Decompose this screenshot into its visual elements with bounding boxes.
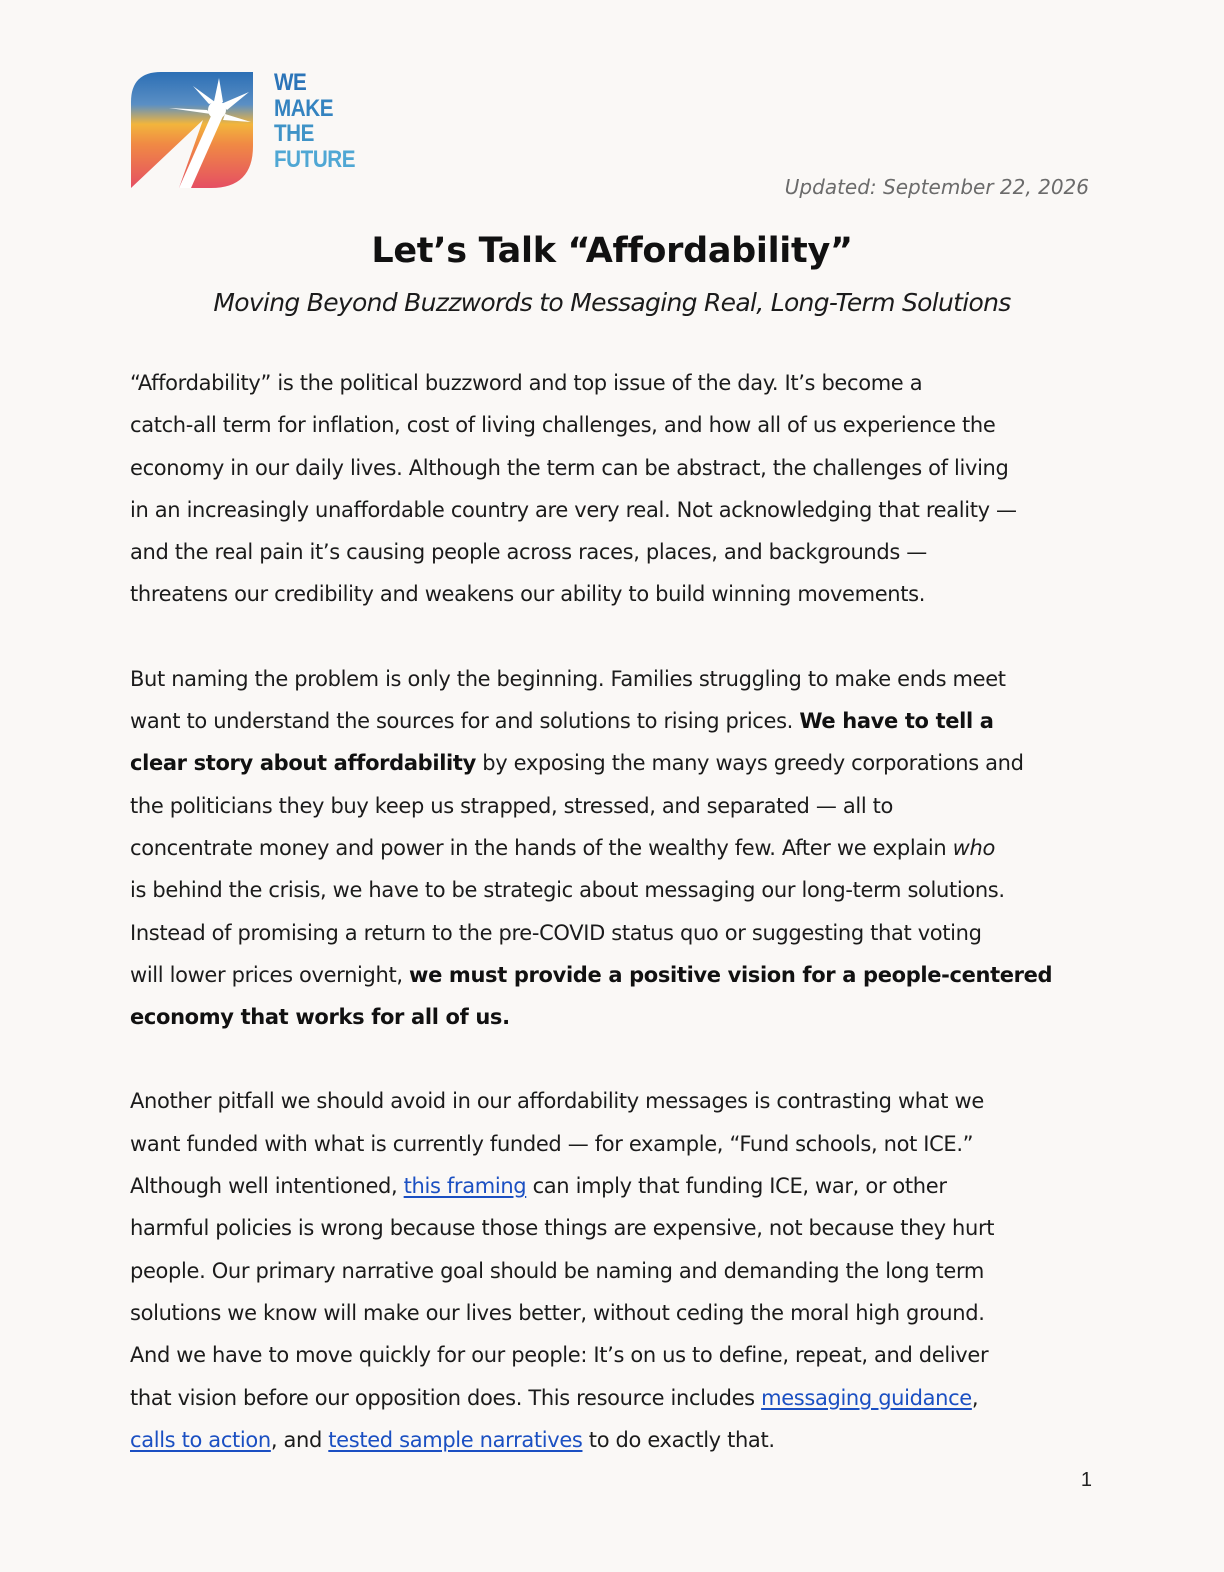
bold-text: economy that works for all of us. bbox=[130, 1005, 510, 1030]
text-line: Instead of promising a return to the pre-COVID status quo or suggesting that voting bbox=[130, 920, 982, 945]
logo-line-the: THE bbox=[274, 120, 314, 147]
text-line: “Affordability” is the political buzzword and top issue of the day. It’s become a bbox=[130, 371, 923, 395]
italic-text: who bbox=[952, 835, 995, 860]
paragraph-2 bbox=[130, 658, 1095, 1039]
paragraph-3 bbox=[130, 1080, 1095, 1461]
text-span: by exposing the many ways greedy corporations and bbox=[475, 751, 1024, 776]
text-span: can imply that funding ICE, war, or other bbox=[526, 1174, 947, 1199]
tested-sample-narratives-link[interactable]: tested sample narratives bbox=[328, 1427, 583, 1452]
text-line: But naming the problem is only the beginning. Families struggling to make ends meet bbox=[130, 666, 1006, 691]
logo-line-future: FUTURE bbox=[274, 145, 356, 173]
paragraph-1 bbox=[130, 362, 1095, 616]
text-span: want to understand the sources for and solutions to rising prices. bbox=[130, 709, 800, 734]
text-line bbox=[130, 700, 1095, 742]
text-line: and the real pain it’s causing people across races, places, and backgrounds — bbox=[130, 540, 927, 565]
updated-date: Updated: September 22, 2026 bbox=[784, 175, 1089, 199]
logo-line-make: MAKE bbox=[274, 94, 334, 122]
document-body bbox=[130, 362, 1095, 1461]
text-line bbox=[130, 1377, 1095, 1419]
logo-wordmark bbox=[274, 70, 355, 172]
we-make-the-future-logo bbox=[131, 70, 371, 190]
text-span: Although well intentioned, bbox=[130, 1174, 404, 1199]
text-line bbox=[130, 827, 1095, 869]
text-line bbox=[130, 1419, 1095, 1461]
text-line: in an increasingly unaffordable country are very real. Not acknowledging that reality — bbox=[130, 497, 1017, 522]
text-span: concentrate money and power in the hands of the wealthy few. After we explain bbox=[130, 835, 953, 860]
bold-text: we must provide a positive vision for a people-centered bbox=[409, 962, 1053, 987]
page-subtitle: Moving Beyond Buzzwords to Messaging Real, Long-Term Solutions bbox=[213, 288, 1011, 317]
text-line: is behind the crisis, we have to be strategic about messaging our long-term solutions. bbox=[130, 878, 1005, 903]
this-framing-link[interactable]: this framing bbox=[403, 1174, 527, 1199]
text-line: threatens our credibility and weakens our ability to build winning movements. bbox=[130, 582, 926, 607]
text-line: harmful policies is wrong because those things are expensive, not because they hurt bbox=[130, 1216, 995, 1241]
text-span: will lower prices overnight, bbox=[130, 962, 410, 987]
text-span: to do exactly that. bbox=[582, 1427, 775, 1452]
text-line bbox=[130, 742, 1095, 784]
text-line: the politicians they buy keep us strapped, stressed, and separated — all to bbox=[130, 793, 894, 818]
text-span: , and bbox=[270, 1427, 329, 1452]
text-line bbox=[130, 954, 1095, 996]
bold-text: We have to tell a bbox=[799, 709, 994, 734]
text-span: that vision before our opposition does. This resource includes bbox=[130, 1385, 762, 1410]
text-line: want funded with what is currently funded — for example, “Fund schools, not ICE.” bbox=[130, 1131, 974, 1156]
text-line bbox=[130, 1165, 1095, 1207]
messaging-guidance-link[interactable]: messaging guidance bbox=[761, 1385, 972, 1410]
logo-line-we: WE bbox=[274, 69, 307, 96]
page-number: 1 bbox=[1080, 1469, 1092, 1491]
text-line bbox=[130, 996, 1095, 1038]
page-title: Let’s Talk “Affordability” bbox=[371, 231, 853, 271]
text-line: economy in our daily lives. Although the term can be abstract, the challenges of living bbox=[130, 455, 1009, 480]
text-span: , bbox=[971, 1385, 979, 1410]
starburst-leaf-icon bbox=[131, 72, 253, 188]
text-line: Another pitfall we should avoid in our affordability messages is contrasting what we bbox=[130, 1089, 984, 1114]
bold-text: clear story about affordability bbox=[130, 751, 476, 776]
calls-to-action-link[interactable]: calls to action bbox=[130, 1427, 271, 1452]
text-line: And we have to move quickly for our people: It’s on us to define, repeat, and deliver bbox=[130, 1343, 989, 1368]
text-line: people. Our primary narrative goal should be naming and demanding the long term bbox=[130, 1258, 985, 1283]
text-line: catch-all term for inflation, cost of living challenges, and how all of us experience the bbox=[130, 413, 996, 438]
text-line: solutions we know will make our lives better, without ceding the moral high ground. bbox=[130, 1300, 985, 1325]
